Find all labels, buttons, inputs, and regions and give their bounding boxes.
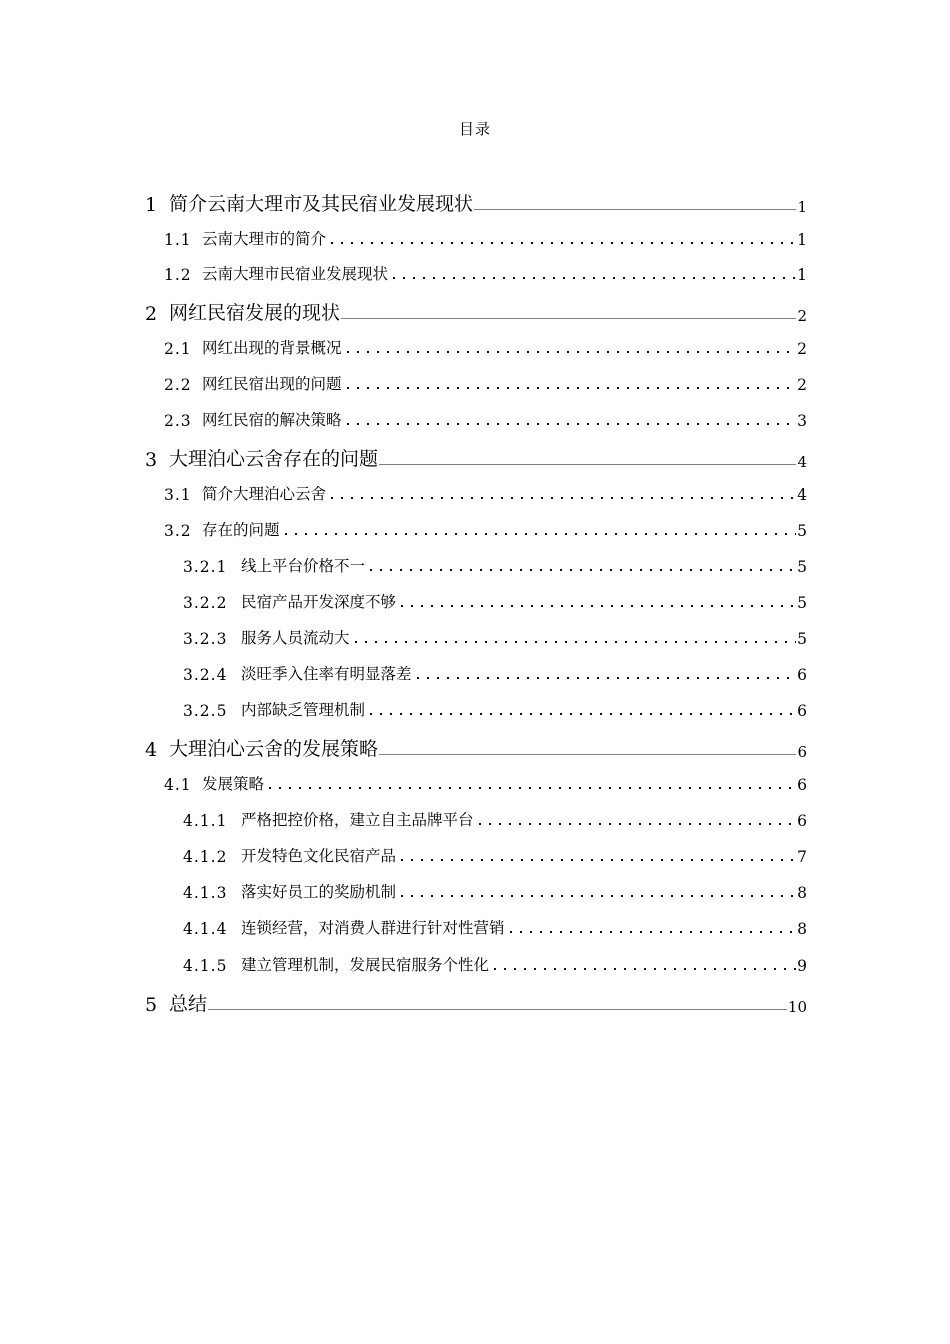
toc-entry-label: 云南大理市的简介 [202, 230, 327, 248]
toc-entry-number: 3.2.4 [183, 666, 228, 684]
toc-entry-page-number: 5 [797, 630, 807, 648]
toc-entry[interactable] [183, 880, 807, 902]
toc-dot-leader [397, 895, 796, 897]
toc-entry-number: 4 [145, 739, 158, 761]
toc-title: 目录 [458, 120, 491, 138]
toc-entry-label: 内部缺乏管理机制 [241, 701, 366, 719]
toc-entry[interactable] [164, 772, 807, 794]
toc-entry-number: 5 [145, 994, 158, 1016]
toc-entry[interactable] [183, 808, 807, 830]
toc-dot-leader [490, 968, 796, 970]
toc-dot-leader [327, 242, 796, 244]
toc-entry-label: 落实好员工的奖励机制 [241, 883, 397, 901]
toc-dot-leader [475, 823, 797, 825]
toc-entry-page-number: 4 [797, 486, 807, 504]
toc-entry-page-number: 5 [797, 522, 807, 540]
toc-entry-number: 3.2 [164, 522, 192, 540]
toc-entry[interactable] [183, 662, 807, 684]
toc-dot-leader [351, 641, 797, 643]
toc-entry-page-number: 2 [797, 307, 807, 325]
toc-entry-number: 2.1 [164, 340, 192, 358]
toc-entry-page-number: 2 [797, 340, 807, 358]
toc-entry-label: 线上平台价格不一 [241, 557, 366, 575]
toc-entry[interactable] [145, 190, 807, 216]
toc-entry-label: 网红民宿发展的现状 [169, 302, 341, 324]
toc-entry-number: 4.1 [164, 776, 192, 794]
toc-entry-label: 网红民宿的解决策略 [202, 411, 342, 429]
toc-entry-label: 大理泊心云舍存在的问题 [169, 448, 379, 470]
toc-entry-label: 严格把控价格，建立自主品牌平台 [241, 811, 474, 829]
toc-dot-leader [281, 533, 797, 535]
toc-entry[interactable] [183, 626, 807, 648]
toc-entry-label: 淡旺季入住率有明显落差 [241, 665, 412, 683]
toc-entry-page-number: 3 [797, 412, 807, 430]
toc-entry-page-number: 1 [797, 198, 807, 216]
toc-entry-page-number: 5 [797, 558, 807, 576]
toc-entry-page-number: 8 [797, 920, 807, 938]
toc-entry-page-number: 6 [797, 666, 807, 684]
toc-entry[interactable] [183, 590, 807, 612]
toc-entry[interactable] [145, 735, 807, 761]
toc-entry-page-number: 6 [797, 812, 807, 830]
toc-entry-page-number: 1 [797, 231, 807, 249]
toc-dot-leader [341, 318, 796, 319]
toc-entry-label: 开发特色文化民宿产品 [241, 847, 397, 865]
toc-entry[interactable] [164, 227, 807, 249]
toc-entry-label: 简介大理泊心云舍 [202, 485, 327, 503]
toc-entry-page-number: 2 [797, 376, 807, 394]
toc-entry-number: 3.2.1 [183, 558, 228, 576]
toc-entry[interactable] [145, 990, 807, 1016]
toc-entry-number: 1.2 [164, 266, 192, 284]
toc-entry-page-number: 8 [797, 884, 807, 902]
toc-dot-leader [366, 569, 796, 571]
toc-entry[interactable] [164, 336, 807, 358]
toc-dot-leader [379, 754, 796, 755]
toc-entry-label: 连锁经营，对消费人群进行针对性营销 [241, 919, 505, 937]
toc-dot-leader [343, 423, 797, 425]
toc-entry-number: 4.1.4 [183, 920, 228, 938]
toc-entry-page-number: 1 [797, 266, 807, 284]
toc-dot-leader [379, 464, 796, 465]
toc-entry[interactable] [145, 445, 807, 471]
toc-entry[interactable] [183, 554, 807, 576]
toc-entry-label: 网红民宿出现的问题 [202, 375, 342, 393]
toc-entry-label: 存在的问题 [202, 521, 280, 539]
toc-dot-leader [397, 605, 796, 607]
toc-entry-number: 2.2 [164, 376, 192, 394]
toc-entry-label: 云南大理市民宿业发展现状 [202, 265, 389, 283]
toc-dot-leader [397, 859, 796, 861]
toc-entry-page-number: 6 [797, 743, 807, 761]
toc-entry-label: 发展策略 [202, 775, 265, 793]
toc-entry[interactable] [183, 916, 807, 938]
toc-dot-leader [474, 209, 796, 210]
toc-entry-number: 3 [145, 449, 158, 471]
toc-entry-number: 1 [145, 194, 158, 216]
toc-entry[interactable] [183, 844, 807, 866]
toc-entry[interactable] [183, 698, 807, 720]
toc-entry[interactable] [164, 262, 807, 284]
toc-entry-number: 4.1.3 [183, 884, 228, 902]
toc-dot-leader [413, 677, 797, 679]
toc-entry[interactable] [164, 518, 807, 540]
toc-entry-number: 4.1.2 [183, 848, 228, 866]
toc-entry-page-number: 6 [797, 776, 807, 794]
toc-entry[interactable] [145, 299, 807, 325]
toc-dot-leader [389, 277, 796, 279]
toc-entry-page-number: 9 [797, 957, 807, 975]
toc-entry[interactable] [164, 372, 807, 394]
toc-dot-leader [343, 387, 797, 389]
toc-entry-number: 1.1 [164, 231, 192, 249]
toc-dot-leader [327, 497, 796, 499]
toc-entry-number: 3.2.3 [183, 630, 228, 648]
toc-entry-number: 2.3 [164, 412, 192, 430]
toc-dot-leader [265, 787, 796, 789]
toc-dot-leader [366, 713, 796, 715]
toc-entry-label: 服务人员流动大 [241, 629, 350, 647]
toc-entry-number: 2 [145, 303, 158, 325]
toc-dot-leader [208, 1009, 787, 1010]
toc-entry-label: 建立管理机制，发展民宿服务个性化 [241, 956, 490, 974]
toc-dot-leader [506, 931, 797, 933]
toc-entry-label: 简介云南大理市及其民宿业发展现状 [169, 193, 474, 215]
toc-entry-page-number: 5 [797, 594, 807, 612]
toc-entry-number: 4.1.1 [183, 812, 228, 830]
toc-entry[interactable] [164, 408, 807, 430]
toc-entry-number: 3.2.5 [183, 702, 228, 720]
toc-entry-page-number: 6 [797, 702, 807, 720]
toc-entry-page-number: 10 [787, 998, 807, 1016]
toc-entry[interactable] [164, 482, 807, 504]
toc-entry-label: 大理泊心云舍的发展策略 [169, 738, 379, 760]
toc-entry-page-number: 7 [797, 848, 807, 866]
toc-entry-label: 网红出现的背景概况 [202, 339, 342, 357]
toc-dot-leader [343, 351, 797, 353]
toc-entry-number: 3.2.2 [183, 594, 228, 612]
toc-entry[interactable] [183, 953, 807, 975]
toc-entry-label: 民宿产品开发深度不够 [241, 593, 397, 611]
toc-entry-number: 3.1 [164, 486, 192, 504]
toc-entry-page-number: 4 [797, 453, 807, 471]
toc-entry-label: 总结 [169, 993, 208, 1015]
toc-entry-number: 4.1.5 [183, 957, 228, 975]
